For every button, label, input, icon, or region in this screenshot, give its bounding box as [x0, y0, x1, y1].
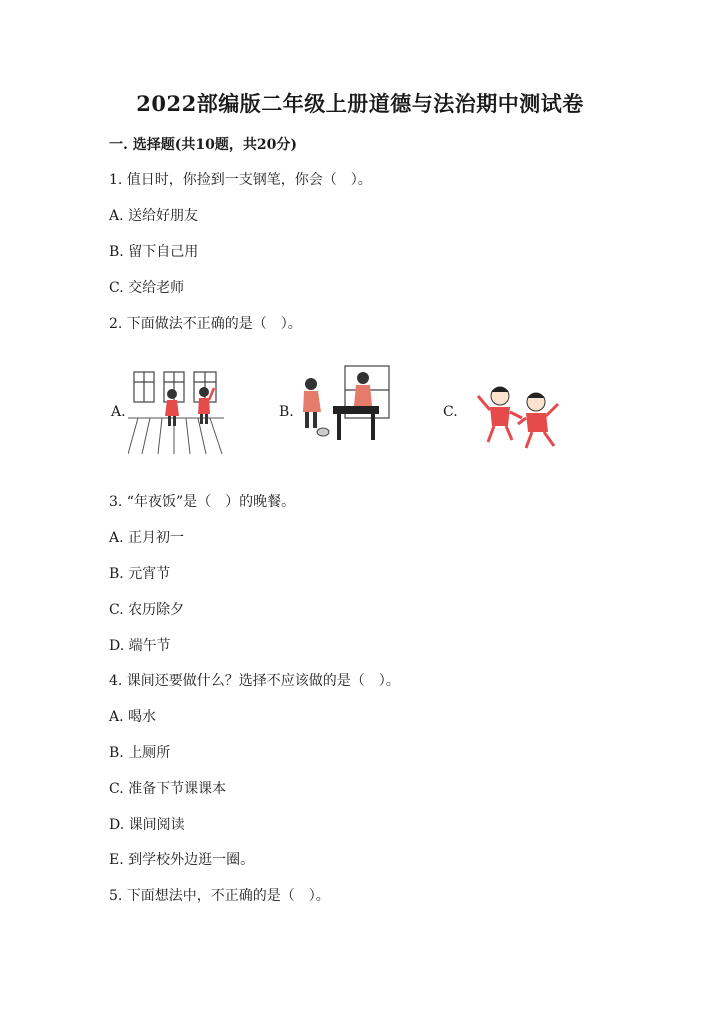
question-5: 5. 下面想法中，不正确的是（ ）。: [109, 888, 330, 904]
question-2: 2. 下面做法不正确的是（ ）。: [109, 316, 302, 332]
q2-option-c-label: C.: [443, 404, 458, 420]
q4-option-a: A. 喝水: [109, 709, 157, 725]
q1-option-a: A. 送给好朋友: [109, 208, 199, 224]
page-title: 2022部编版二年级上册道德与法治期中测试卷: [136, 91, 584, 116]
q2-option-b-illustration: [293, 362, 393, 458]
q4-option-e: E. 到学校外边逛一圈。: [109, 852, 255, 868]
q2-option-a-illustration: [128, 362, 224, 458]
q4-option-c: C. 准备下节课课本: [109, 781, 227, 797]
q4-option-b: B. 上厕所: [109, 745, 171, 761]
section-heading: 一. 选择题(共10题，共20分): [109, 137, 297, 153]
question-1: 1. 值日时，你捡到一支钢笔，你会（ ）。: [109, 172, 372, 188]
question-3: 3. “年夜饭”是（ ）的晚餐。: [109, 494, 296, 510]
q1-option-b: B. 留下自己用: [109, 244, 199, 260]
q1-option-c: C. 交给老师: [109, 280, 185, 296]
q3-option-d: D. 端午节: [109, 638, 171, 654]
question-4: 4. 课间还要做什么？选择不应该做的是（ ）。: [109, 673, 400, 689]
q2-option-c-illustration: [470, 362, 566, 458]
q3-option-c: C. 农历除夕: [109, 602, 185, 618]
q2-option-a-label: A.: [111, 404, 126, 420]
q4-option-d: D. 课间阅读: [109, 817, 185, 833]
q2-option-b-label: B.: [279, 404, 294, 420]
q3-option-b: B. 元宵节: [109, 566, 171, 582]
q3-option-a: A. 正月初一: [109, 530, 185, 546]
